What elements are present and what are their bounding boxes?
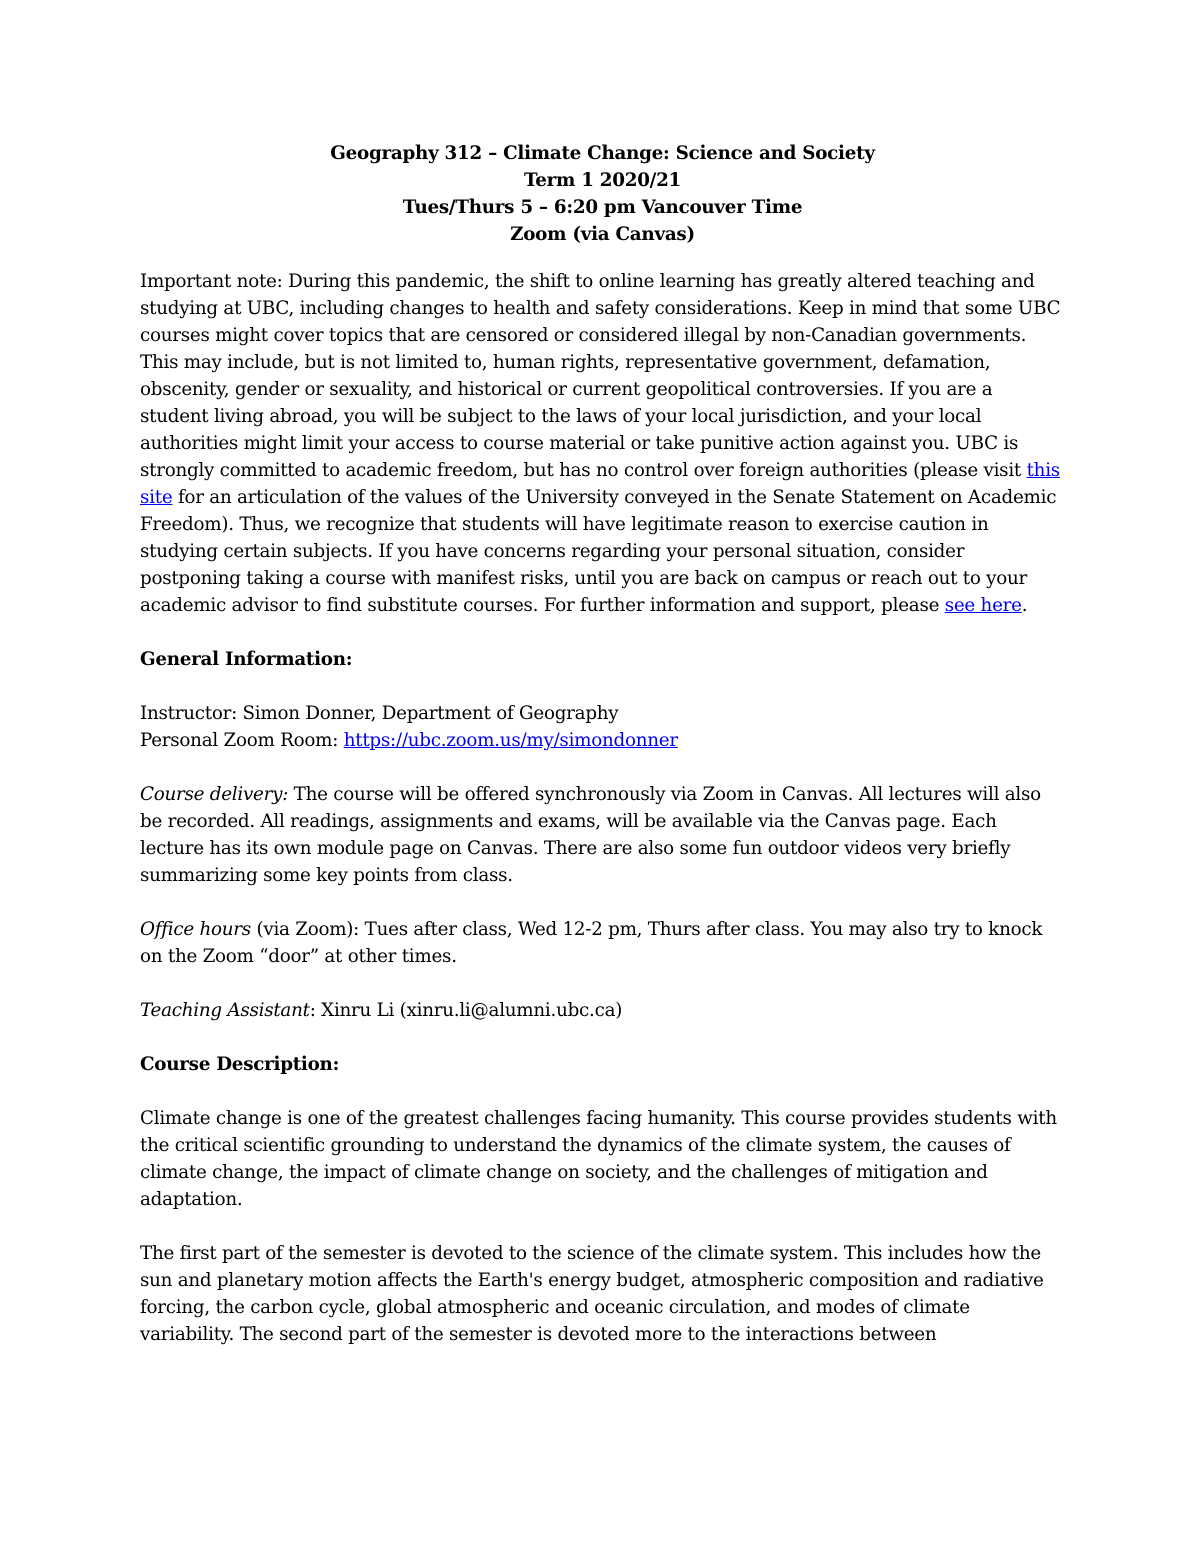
course-description-paragraph-2: The first part of the semester is devoted to the science of the climate system. This includes how the sun and planetary motion affects the Earth's energy budget, atmospheric composition and radiative forcing, the carbon cycle, global atmospheric and oceanic circulation, and modes of climate variability. The second part of the semester is devoted more to the interactions between — [140, 1243, 1044, 1345]
instructor-line: Instructor: Simon Donner, Department of Geography — [140, 703, 619, 724]
course-description-heading: Course Description: — [140, 1054, 340, 1075]
course-location: Zoom (via Canvas) — [510, 224, 695, 245]
important-note-paragraph — [140, 268, 1065, 619]
document-page — [140, 140, 1065, 1375]
office-hours-paragraph — [140, 916, 1065, 970]
instructor-block — [140, 700, 1065, 754]
course-delivery-label: Course delivery: — [140, 784, 289, 805]
course-delivery-paragraph — [140, 781, 1065, 889]
course-schedule: Tues/Thurs 5 – 6:20 pm Vancouver Time — [402, 197, 803, 218]
zoom-label: Personal Zoom Room: — [140, 730, 344, 751]
course-description-paragraph-1: Climate change is one of the greatest challenges facing humanity. This course provides students with the critical scientific grounding to understand the dynamics of the climate system, the causes of climate change, the impact of climate change on society, and the challenges of mitigation and adaptation. — [140, 1108, 1057, 1210]
further-information-link[interactable]: see here — [944, 595, 1022, 616]
office-hours-text: (via Zoom): Tues after class, Wed 12-2 pm, Thurs after class. You may also try to knock on the Zoom “door” at other times. — [140, 919, 1043, 967]
important-note-text-3: . — [1021, 595, 1028, 616]
teaching-assistant-label: Teaching Assistant — [140, 1000, 310, 1021]
important-note-text-1: Important note: During this pandemic, the shift to online learning has greatly altered teaching and studying at UBC, including changes to health and safety considerations. Keep in mind that some UBC courses might cover topics that are censored or considered illegal by non-Canadian governments. This may include, but is not limited to, human rights, representative government, defamation, obscenity, gender or sexuality, and historical or current geopolitical controversies. If you are a student living abroad, you will be subject to the laws of your local jurisdiction, and your local authorities might limit your access to course material or take punitive action against you. UBC is strongly committed to academic freedom, but has no control over foreign authorities (please visit — [140, 271, 1061, 481]
office-hours-label: Office hours — [140, 919, 251, 940]
course-header — [140, 140, 1065, 248]
course-title: Geography 312 – Climate Change: Science and Society — [330, 143, 875, 164]
academic-freedom-link[interactable]: this site — [140, 460, 1060, 508]
general-information-heading: General Information: — [140, 649, 353, 670]
zoom-room-link[interactable]: https://ubc.zoom.us/my/simondonner — [343, 730, 678, 751]
course-term: Term 1 2020/21 — [523, 170, 682, 191]
teaching-assistant-text: : Xinru Li (xinru.li@alumni.ubc.ca) — [309, 1000, 623, 1021]
course-delivery-text: The course will be offered synchronously via Zoom in Canvas. All lectures will also be recorded. All readings, assignments and exams, will be available via the Canvas page. Each lecture has its own module page on Canvas. There are also some fun outdoor videos very briefly summarizing some key points from class. — [140, 784, 1041, 886]
important-note-text-2: for an articulation of the values of the University conveyed in the Senate Statement on Academic Freedom). Thus, we recognize that students will have legitimate reason to exercise caution in studying certain subjects. If you have concerns regarding your personal situation, consider postponing taking a course with manifest risks, until you are back on campus or reach out to your academic advisor to find substitute courses. For further information and support, please — [140, 487, 1057, 616]
teaching-assistant-paragraph — [140, 997, 1065, 1024]
